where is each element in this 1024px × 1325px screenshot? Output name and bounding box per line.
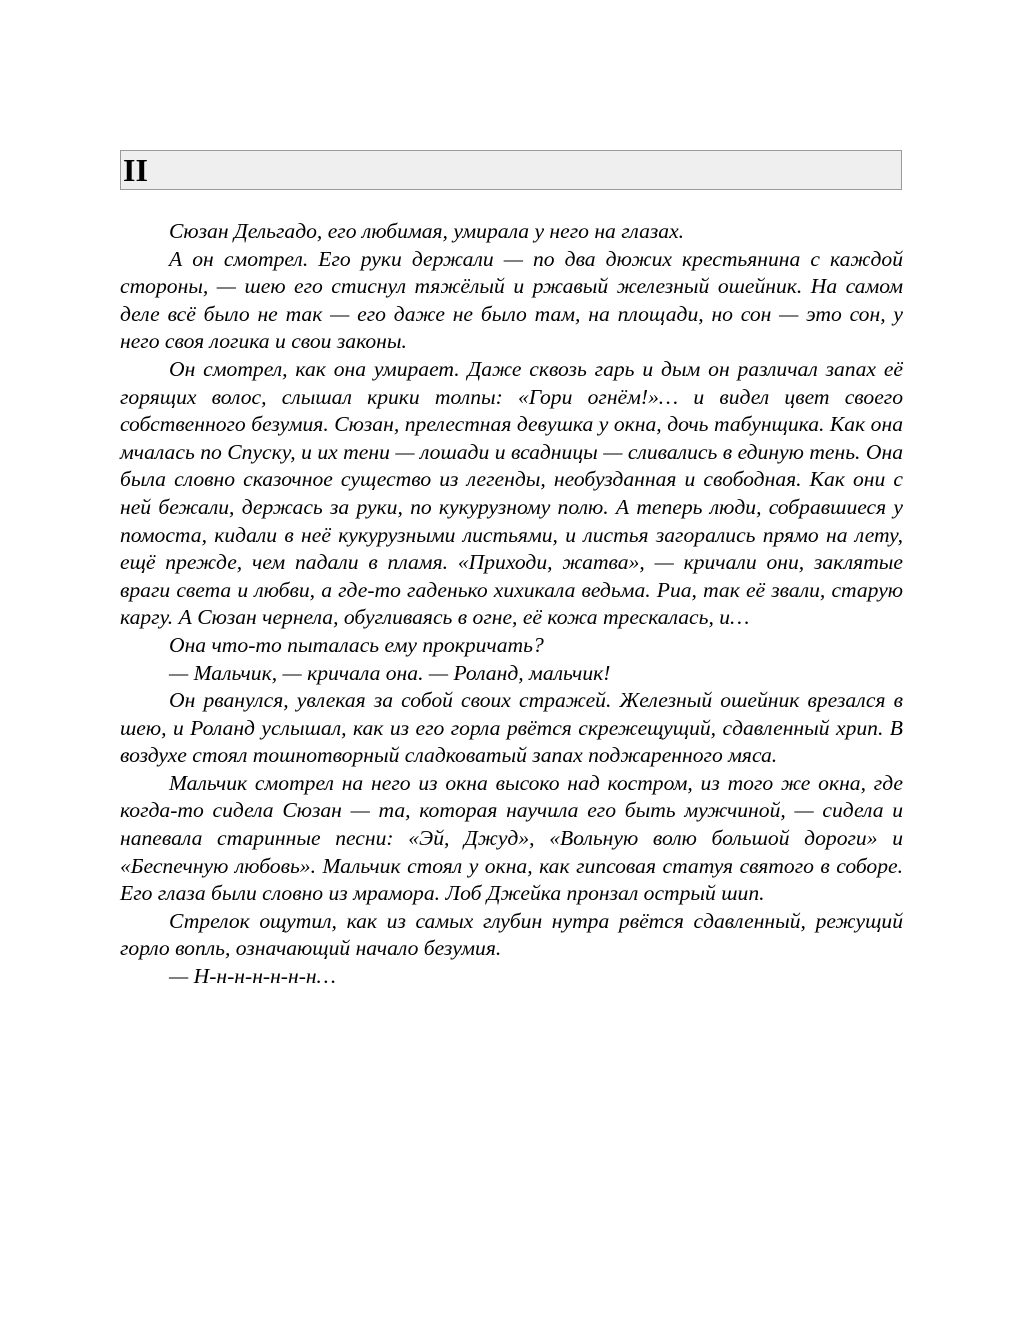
paragraph: Он смотрел, как она умирает. Даже сквозь гарь и дым он различал запах её горящих волос, слышал крики толпы: «Гори огнём!»… и видел цвет своего собственного безумия. Сюзан, прелестная девушка у окна, дочь табунщика. Как она мчалась по Спуску, и их тени — лошади и всадницы — сливались в единую тень. Она была словно сказочное существо из легенды, необузданная и свободная. Как они с ней бежали, держась за руки, по кукурузному полю. А теперь люди, собравшиеся у помоста, кидали в неё кукурузными листьями, и листья загорались прямо на лету, ещё прежде, чем падали в пламя. «Приходи, жатва», — кричали они, заклятые враги света и любви, а где-то гаденько хихикала ведьма. Риа, так её звали, старую каргу. А Сюзан чернела, обугливаясь в огне, её кожа трескалась, и… [120, 356, 903, 630]
paragraph: Мальчик смотрел на него из окна высоко над костром, из того же окна, где когда-то сидела Сюзан — та, которая научила его быть мужчиной, — сидела и напевала старинные песни: «Эй, Джуд», «Вольную волю большой дороги» и «Беспечную любовь». Мальчик стоял у окна, как гипсовая статуя святого в соборе. Его глаза были словно из мрамора. Лоб Джейка пронзал острый шип. [120, 770, 903, 906]
chapter-body [120, 218, 903, 991]
paragraph: Сюзан Дельгадо, его любимая, умирала у него на глазах. [169, 219, 685, 243]
chapter-heading: II [120, 150, 902, 190]
paragraph: Стрелок ощутил, как из самых глубин нутра рвётся сдавленный, режущий горло вопль, означающий начало безумия. [120, 908, 903, 961]
paragraph: Она что-то пыталась ему прокричать? [169, 632, 544, 657]
paragraph: А он смотрел. Его руки держали — по два дюжих крестьянина с каждой стороны, — шею его стиснул тяжёлый и ржавый железный ошейник. На самом деле всё было не так — его даже не было там, на площади, но сон — это сон, у него своя логика и свои законы. [120, 246, 903, 354]
paragraph: — Мальчик, — кричала она. — Роланд, мальчик! [169, 660, 611, 685]
paragraph: — Н-н-н-н-н-н-н… [169, 964, 336, 989]
paragraph: Он рванулся, увлекая за собой своих стражей. Железный ошейник врезался в шею, и Роланд услышал, как из его горла рвётся скрежещущий, сдавленный хрип. В воздухе стоял тошнотворный сладковатый запах поджаренного мяса. [120, 688, 903, 768]
